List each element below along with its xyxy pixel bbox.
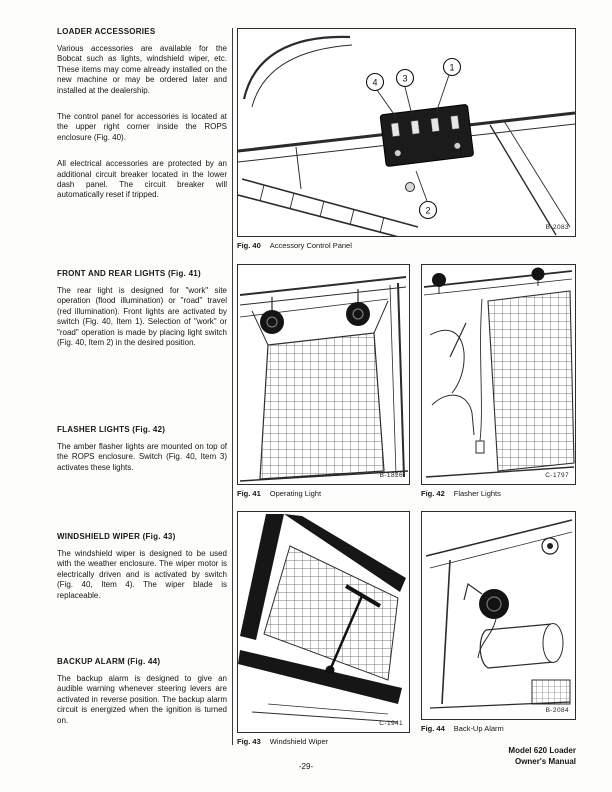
section-heading: LOADER ACCESSORIES [57,27,156,36]
paragraph: The amber flasher lights are mounted on top of the ROPS enclosure. Switch (Fig. 40, Item 3) activates these lights. [57,442,227,472]
flasher-lights-illustration [422,265,575,484]
callout-2 [420,202,437,219]
figure-label: Fig. 41 [237,489,261,498]
figure-44-frame [421,511,576,720]
manual-title-line2: Owner's Manual [514,757,576,766]
section-heading: BACKUP ALARM (Fig. 44) [57,657,161,666]
section-heading: WINDSHIELD WIPER (Fig. 43) [57,532,176,541]
svg-text:4: 4 [372,77,378,88]
figure-caption [237,737,410,746]
windshield-wiper-illustration [238,512,409,732]
figure-label: Fig. 43 [237,737,261,746]
callout-1 [444,59,461,76]
figure-caption [237,241,576,250]
svg-text:3: 3 [402,73,408,84]
section-heading: FRONT AND REAR LIGHTS (Fig. 41) [57,269,201,278]
figure-44 [421,511,576,733]
paragraph: The rear light is designed for "work" site operation (flood illumination) or "road" travel (red illumination). Front lights are activated by switch (Fig. 40, Item 1). Selection of "work" or "road" operation is made by placing light switch (Fig. 40, Item 2) in the desired position. [57,286,227,348]
figure-title: Back-Up Alarm [453,724,504,733]
figure-title: Operating Light [269,489,322,498]
figure-title: Windshield Wiper [269,737,329,746]
paragraph: Various accessories are available for the Bobcat such as lights, windshield wiper, etc. These items may come already installed on the new machine or may be ordered later and installed at the dealership. [57,44,227,95]
accessory-control-panel-illustration [238,29,575,236]
figure-caption [421,724,576,733]
section-backup-alarm [57,657,227,742]
figure-43 [237,511,410,746]
figure-caption [237,489,410,498]
figure-42 [421,264,576,498]
figure-title: Flasher Lights [453,489,501,498]
figure-40 [237,28,576,250]
section-heading: FLASHER LIGHTS (Fig. 42) [57,425,166,434]
figure-label: Fig. 40 [237,241,261,250]
figure-caption [421,489,576,498]
backup-alarm-illustration [422,512,575,719]
paragraph: All electrical accessories are protected by an additional circuit breaker located in the lower dash panel. The circuit breaker will automatically reset if tripped. [57,159,227,200]
photo-id: B-2083 [545,224,569,231]
figure-title: Accessory Control Panel [269,241,352,250]
manual-title [508,745,576,767]
section-loader-accessories [57,27,227,217]
section-windshield-wiper [57,532,227,617]
paragraph: The control panel for accessories is located at the upper right corner inside the ROPS enclosure (Fig. 40). [57,112,227,142]
svg-text:1: 1 [449,62,455,73]
callout-3 [397,70,414,87]
column-divider [232,28,233,745]
figure-41 [237,264,410,498]
page-number: -29- [298,762,314,771]
manual-title-line1: Model 620 Loader [508,746,576,755]
photo-id: B-2084 [545,707,569,714]
photo-id: C-1941 [379,720,403,727]
figure-41-frame [237,264,410,485]
figure-label: Fig. 44 [421,724,445,733]
paragraph: The windshield wiper is designed to be used with the weather enclosure. The wiper motor is electrically driven and is activated by switch (Fig. 40, Item 4). The wiper blade is replaceable. [57,549,227,600]
svg-text:2: 2 [425,205,431,216]
figure-42-frame [421,264,576,485]
figure-40-frame [237,28,576,237]
paragraph: The backup alarm is designed to give an audible warning whenever steering levers are activated in reverse position. The backup alarm circuit is energized when the ignition is turned on. [57,674,227,725]
photo-id: C-1797 [545,472,569,479]
operating-light-illustration [238,265,409,484]
callout-4 [367,74,384,91]
figure-43-frame [237,511,410,733]
figure-label: Fig. 42 [421,489,445,498]
section-front-rear-lights [57,269,227,364]
section-flasher-lights [57,425,227,489]
photo-id: B-1826 [379,472,403,479]
